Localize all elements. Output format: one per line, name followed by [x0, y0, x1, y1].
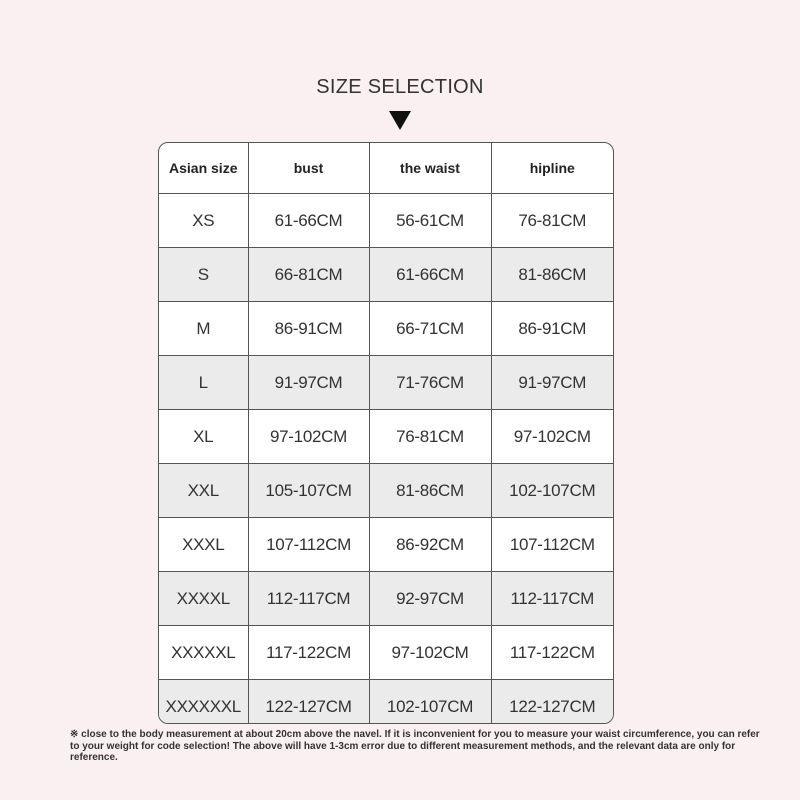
cell-waist: 71-76CM — [369, 356, 491, 410]
table-row — [159, 626, 613, 680]
table-row — [159, 302, 613, 356]
cell-size: XL — [159, 410, 248, 464]
cell-hipline: 102-107CM — [491, 464, 613, 518]
size-table — [158, 142, 614, 724]
cell-size: XXL — [159, 464, 248, 518]
cell-waist: 61-66CM — [369, 248, 491, 302]
cell-hipline: 117-122CM — [491, 626, 613, 680]
cell-size: M — [159, 302, 248, 356]
cell-waist: 56-61CM — [369, 194, 491, 248]
cell-size: XXXL — [159, 518, 248, 572]
cell-hipline: 91-97CM — [491, 356, 613, 410]
cell-hipline: 107-112CM — [491, 518, 613, 572]
cell-waist: 76-81CM — [369, 410, 491, 464]
measurement-note: ※ close to the body measurement at about 20cm above the navel. If it is inconvenient for you to measure your waist circumference, you can refer to your weight for code selection! The above will have 1-3cm error due to different measurement methods, and the relevant data are only for reference. — [70, 729, 760, 763]
cell-waist: 66-71CM — [369, 302, 491, 356]
cell-hipline: 97-102CM — [491, 410, 613, 464]
cell-size: XXXXXL — [159, 626, 248, 680]
cell-waist: 102-107CM — [369, 680, 491, 725]
table-row — [159, 680, 613, 725]
cell-bust: 66-81CM — [248, 248, 369, 302]
cell-bust: 97-102CM — [248, 410, 369, 464]
table-row — [159, 248, 613, 302]
cell-size: XS — [159, 194, 248, 248]
cell-hipline: 122-127CM — [491, 680, 613, 725]
cell-size: L — [159, 356, 248, 410]
header-hipline: hipline — [491, 143, 613, 194]
header-waist: the waist — [369, 143, 491, 194]
cell-hipline: 112-117CM — [491, 572, 613, 626]
cell-bust: 112-117CM — [248, 572, 369, 626]
cell-hipline: 86-91CM — [491, 302, 613, 356]
cell-bust: 105-107CM — [248, 464, 369, 518]
cell-hipline: 81-86CM — [491, 248, 613, 302]
cell-size: XXXXXXL — [159, 680, 248, 725]
cell-bust: 122-127CM — [248, 680, 369, 725]
cell-waist: 86-92CM — [369, 518, 491, 572]
table-row — [159, 518, 613, 572]
table-row — [159, 356, 613, 410]
header-asian-size: Asian size — [159, 143, 248, 194]
cell-bust: 61-66CM — [248, 194, 369, 248]
page-title: SIZE SELECTION — [316, 76, 484, 98]
cell-bust: 86-91CM — [248, 302, 369, 356]
cell-waist: 92-97CM — [369, 572, 491, 626]
cell-bust: 91-97CM — [248, 356, 369, 410]
table-header-row — [159, 143, 613, 194]
cell-hipline: 76-81CM — [491, 194, 613, 248]
header-bust: bust — [248, 143, 369, 194]
table-row — [159, 464, 613, 518]
cell-bust: 107-112CM — [248, 518, 369, 572]
cell-waist: 97-102CM — [369, 626, 491, 680]
table-row — [159, 410, 613, 464]
cell-size: S — [159, 248, 248, 302]
cell-bust: 117-122CM — [248, 626, 369, 680]
down-arrow-icon — [389, 111, 411, 130]
cell-size: XXXXL — [159, 572, 248, 626]
table-row — [159, 572, 613, 626]
cell-waist: 81-86CM — [369, 464, 491, 518]
table-row — [159, 194, 613, 248]
